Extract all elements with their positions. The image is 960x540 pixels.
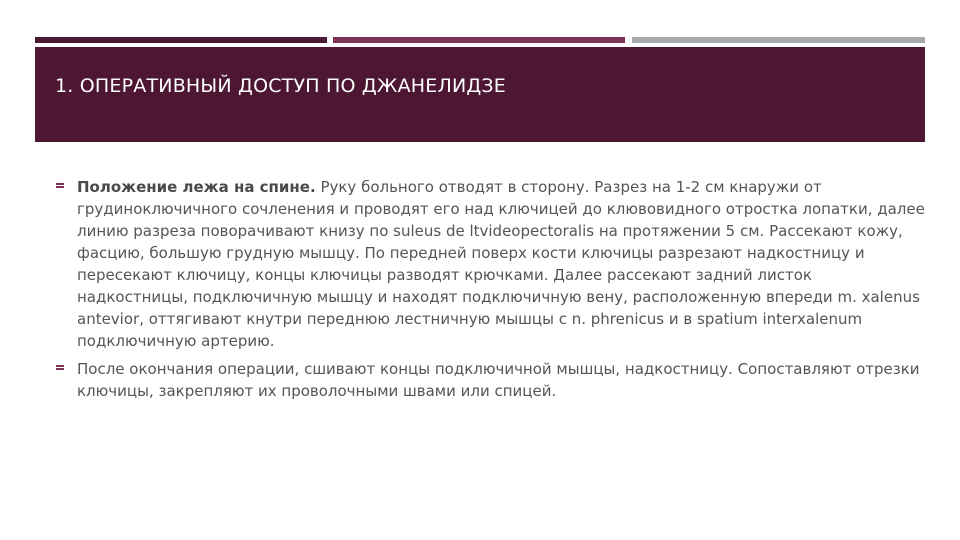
accent-bar-left <box>35 37 327 43</box>
accent-bar-middle <box>333 37 625 43</box>
slide-title: 1. ОПЕРАТИВНЫЙ ДОСТУП ПО ДЖАНЕЛИДЗЕ <box>55 75 507 97</box>
bullet-icon <box>56 183 64 191</box>
bullet-text: Руку больного отводят в сторону. Разрез на 1-2 см кнаружи от грудиноключичного сочленения и проводят его над ключицей до клювовидного отростка лопатки, далее линию разреза поворачивают книзу по suleus de ltvideopectoralis на протяжении 5 см. Рассекают кожу, фасцию, большую грудную мышцу. По передней поверх кости ключицы разрезают надкостницу и пересекают ключицу, концы ключицы разводят крючками. Далее рассекают задний листок надкостницы, подключичную мышцу и находят подключичную вену, расположенную впереди m. xalenus antevior, оттягивают кнутри переднюю лестничную мышцы с n. phrenicus и в spatium interxalenum подключичную артерию. <box>77 178 925 350</box>
title-band <box>35 47 925 142</box>
slide-content <box>55 176 925 408</box>
bullet-item <box>55 358 925 402</box>
bullet-text: После окончания операции, сшивают концы подключичной мышцы, надкостницу. Сопоставляют отрезки ключицы, закрепляют их проволочными швами или спицей. <box>77 360 920 400</box>
bullet-icon <box>56 365 64 373</box>
bullet-bold-text: Положение лежа на спине. <box>77 178 316 196</box>
bullet-item <box>55 176 925 352</box>
accent-bar-right <box>632 37 925 43</box>
